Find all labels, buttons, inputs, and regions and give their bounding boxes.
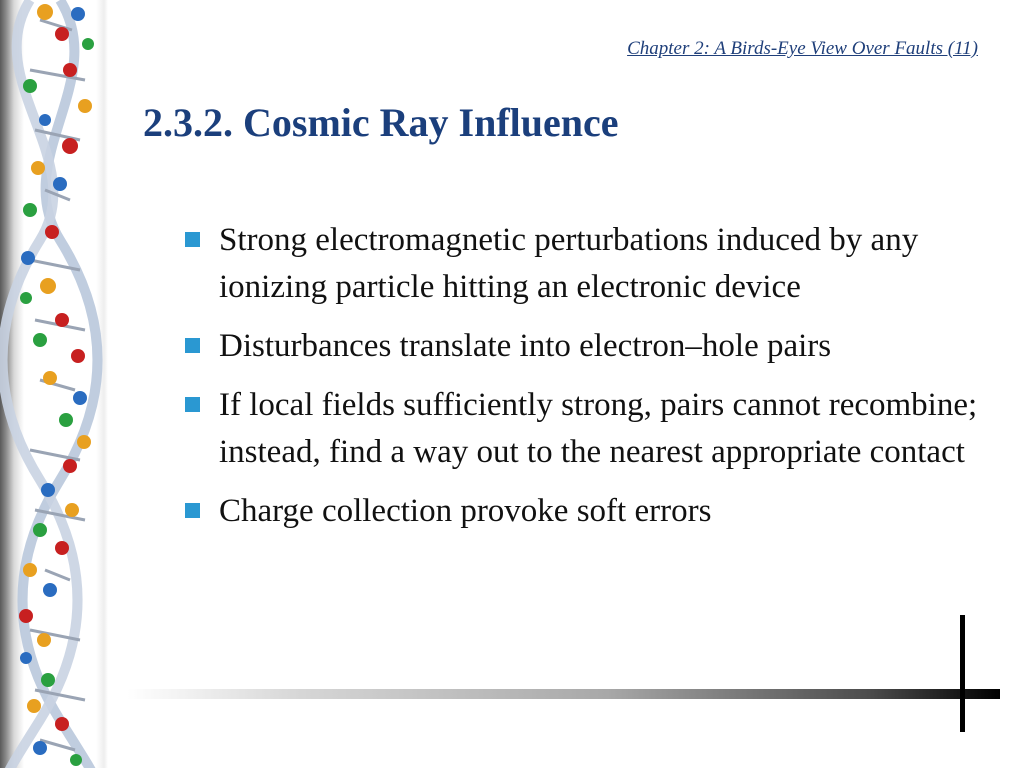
bullet-item (183, 382, 983, 476)
bullet-item (183, 323, 983, 370)
square-bullet-icon (185, 397, 200, 412)
bullet-text: Strong electromagnetic perturbations induced by any ionizing particle hitting an electronic device (219, 222, 919, 305)
crosshair-vertical-line (960, 615, 965, 732)
square-bullet-icon (185, 503, 200, 518)
square-bullet-icon (185, 232, 200, 247)
bullet-list (183, 217, 983, 547)
slide-title: 2.3.2. Cosmic Ray Influence (143, 100, 619, 145)
bullet-text: If local fields sufficiently strong, pairs cannot recombine; instead, find a way out to the nearest appropriate contact (219, 387, 978, 470)
bullet-item (183, 488, 983, 535)
bullet-text: Charge collection provoke soft errors (219, 493, 712, 529)
chapter-header: Chapter 2: A Birds-Eye View Over Faults (11) (627, 38, 978, 59)
dna-helix-decoration (0, 0, 108, 768)
square-bullet-icon (185, 338, 200, 353)
bullet-item (183, 217, 983, 311)
bottom-gradient-bar (127, 689, 1000, 699)
bullet-text: Disturbances translate into electron–hole pairs (219, 328, 832, 364)
